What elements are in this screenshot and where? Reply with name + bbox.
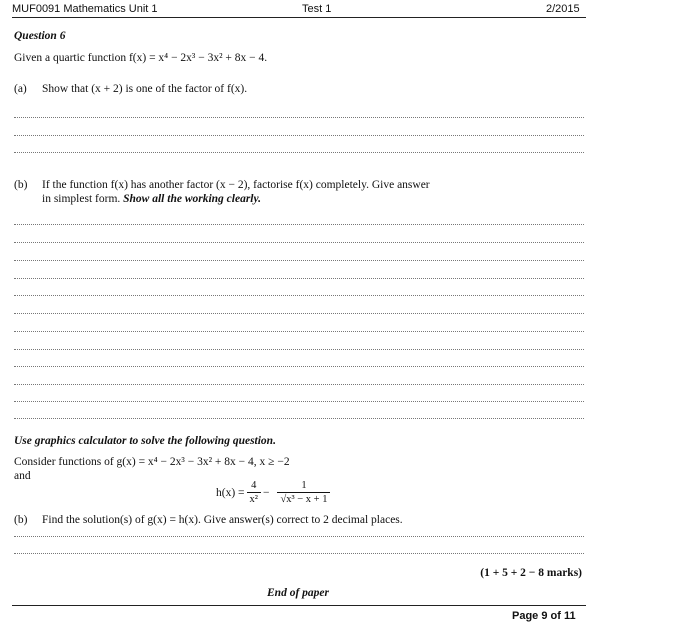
page-number: Page 9 of 11 [512,610,576,622]
answer-line [14,536,584,537]
fraction-1-den: x² [247,492,261,505]
date-label: 2/2015 [546,3,580,15]
fraction-2-den: √x³ − x + 1 [277,492,330,505]
part-b1-line2-plain: in simplest form. [42,193,121,205]
answer-line [14,152,584,153]
part-b2-text: Find the solution(s) of g(x) = h(x). Give answer(s) correct to 2 decimal places. [42,514,403,526]
and-word: and [14,470,31,482]
answer-line [14,553,584,554]
fraction-2 [277,480,330,505]
h-minus: − [262,486,270,499]
part-b1-line1: If the function f(x) has another factor (x − 2), factorise f(x) completely. Give answer [42,179,430,191]
footer-rule [12,605,586,606]
part-b1-label: (b) [14,179,28,191]
fraction-1-num: 4 [251,480,257,491]
part-b2-label: (b) [14,514,28,526]
question-title: Question 6 [14,30,66,42]
part-a-label: (a) [14,83,27,95]
part-b1-emphasis: Show all the working clearly. [123,193,262,205]
answer-line [14,117,584,118]
answer-line [14,418,584,419]
h-lhs: h(x) = [216,486,245,499]
course-title: MUF0091 Mathematics Unit 1 [12,3,158,15]
answer-line [14,331,584,332]
answer-line [14,313,584,314]
consider-line: Consider functions of g(x) = x⁴ − 2x³ − 3x² + 8x − 4, x ≥ −2 [14,456,290,468]
marks-total: (1 + 5 + 2 − 8 marks) [480,567,582,579]
question-intro: Given a quartic function f(x) = x⁴ − 2x³ − 3x² + 8x − 4. [14,52,268,64]
answer-line [14,135,584,136]
fraction-2-num: 1 [301,480,307,491]
calculator-note: Use graphics calculator to solve the following question. [14,435,276,447]
test-label: Test 1 [302,3,332,15]
answer-line [14,224,584,225]
answer-line [14,278,584,279]
part-a-text: Show that (x + 2) is one of the factor of f(x). [42,83,248,95]
h-function [216,480,332,505]
end-of-paper: End of paper [267,587,329,599]
answer-line [14,242,584,243]
answer-line [14,295,584,296]
header-rule [12,17,586,18]
fraction-1 [247,480,261,505]
answer-line [14,401,584,402]
answer-line [14,349,584,350]
answer-line [14,384,584,385]
part-b1-line2 [42,193,261,205]
answer-line [14,366,584,367]
answer-line [14,260,584,261]
